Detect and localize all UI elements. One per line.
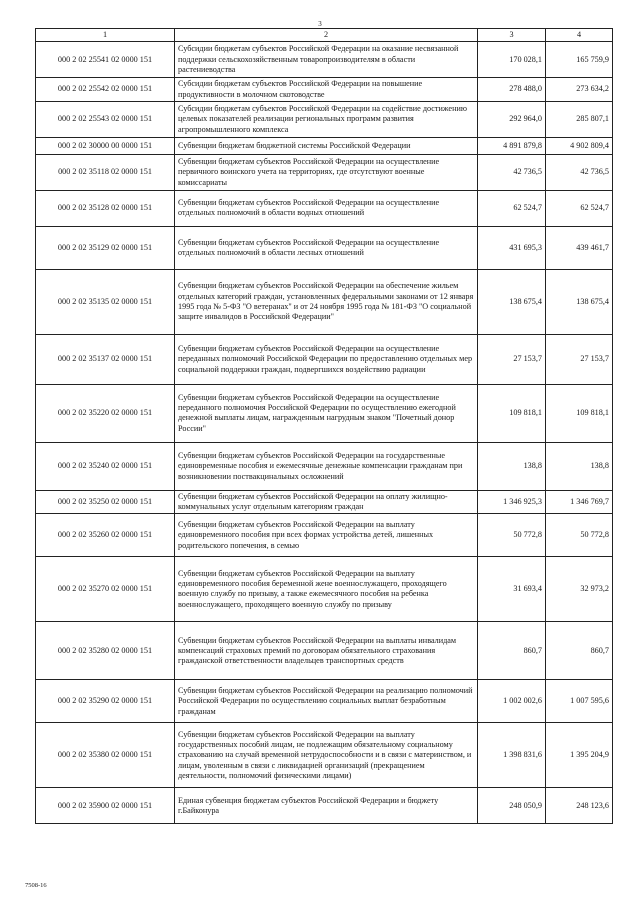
table-row bbox=[36, 788, 613, 824]
header-col-4: 4 bbox=[546, 29, 613, 42]
budget-code: 000 2 02 35260 02 0000 151 bbox=[36, 514, 175, 557]
value-col-3: 31 693,4 bbox=[478, 557, 546, 622]
budget-code: 000 2 02 35118 02 0000 151 bbox=[36, 154, 175, 190]
budget-code: 000 2 02 35290 02 0000 151 bbox=[36, 680, 175, 723]
table-row bbox=[36, 226, 613, 269]
value-col-3: 27 153,7 bbox=[478, 334, 546, 384]
value-col-3: 278 488,0 bbox=[478, 78, 546, 102]
value-col-4: 248 123,6 bbox=[546, 788, 613, 824]
table-row bbox=[36, 137, 613, 154]
value-col-4: 860,7 bbox=[546, 622, 613, 680]
value-col-4: 165 759,9 bbox=[546, 42, 613, 78]
row-description: Субвенции бюджетам субъектов Российской Федерации на осуществление отдельных полномочий в области лесных отношений bbox=[175, 226, 478, 269]
table-row bbox=[36, 269, 613, 334]
row-description: Субвенции бюджетам субъектов Российской Федерации на выплату единовременного пособия беременной жене военнослужащего, проходящего военную службу по призыву, а также ежемесячного пособия на ребенка военнослужащего, проходящего военную службу по призыву bbox=[175, 557, 478, 622]
value-col-4: 50 772,8 bbox=[546, 514, 613, 557]
table-row bbox=[36, 723, 613, 788]
value-col-4: 109 818,1 bbox=[546, 384, 613, 442]
table-row bbox=[36, 78, 613, 102]
table-row bbox=[36, 514, 613, 557]
header-col-3: 3 bbox=[478, 29, 546, 42]
value-col-4: 138 675,4 bbox=[546, 269, 613, 334]
budget-code: 000 2 02 35900 02 0000 151 bbox=[36, 788, 175, 824]
budget-code: 000 2 02 35250 02 0000 151 bbox=[36, 490, 175, 514]
row-description: Субвенции бюджетам субъектов Российской Федерации на выплату единовременного пособия при всех формах устройства детей, лишенных родительского попечения, в семью bbox=[175, 514, 478, 557]
row-description: Субвенции бюджетам субъектов Российской Федерации на осуществление отдельных полномочий в области водных отношений bbox=[175, 190, 478, 226]
table-row bbox=[36, 190, 613, 226]
value-col-3: 1 002 002,6 bbox=[478, 680, 546, 723]
value-col-4: 62 524,7 bbox=[546, 190, 613, 226]
table-row bbox=[36, 384, 613, 442]
budget-code: 000 2 02 35240 02 0000 151 bbox=[36, 442, 175, 490]
value-col-3: 138 675,4 bbox=[478, 269, 546, 334]
value-col-3: 248 050,9 bbox=[478, 788, 546, 824]
header-col-1: 1 bbox=[36, 29, 175, 42]
footer-mark: 7508-16 bbox=[25, 882, 47, 889]
budget-table bbox=[35, 28, 613, 824]
row-description: Субвенции бюджетам субъектов Российской Федерации на выплату государственных пособий лицам, не подлежащим обязательному социальному страхованию на случай временной нетрудоспособности и в связи с материнством, и лицам, уволенным в связи с ликвидацией организаций (прекращением деятельности, полномочий физическими лицами) bbox=[175, 723, 478, 788]
row-description: Единая субвенция бюджетам субъектов Российской Федерации и бюджету г.Байконура bbox=[175, 788, 478, 824]
value-col-4: 32 973,2 bbox=[546, 557, 613, 622]
budget-code: 000 2 02 35280 02 0000 151 bbox=[36, 622, 175, 680]
value-col-4: 273 634,2 bbox=[546, 78, 613, 102]
row-description: Субвенции бюджетам субъектов Российской Федерации на реализацию полномочий Российской Федерации по осуществлению социальных выплат безработным гражданам bbox=[175, 680, 478, 723]
header-col-2: 2 bbox=[175, 29, 478, 42]
value-col-3: 50 772,8 bbox=[478, 514, 546, 557]
table-row bbox=[36, 680, 613, 723]
value-col-3: 62 524,7 bbox=[478, 190, 546, 226]
budget-code: 000 2 02 25541 02 0000 151 bbox=[36, 42, 175, 78]
budget-code: 000 2 02 25543 02 0000 151 bbox=[36, 101, 175, 137]
budget-code: 000 2 02 35135 02 0000 151 bbox=[36, 269, 175, 334]
table-row bbox=[36, 154, 613, 190]
row-description: Субвенции бюджетам субъектов Российской Федерации на осуществление переданных полномочий Российской Федерации по предоставлению отдельных мер социальной поддержки граждан, подвергшихся воздействию радиации bbox=[175, 334, 478, 384]
value-col-3: 292 964,0 bbox=[478, 101, 546, 137]
value-col-3: 170 028,1 bbox=[478, 42, 546, 78]
value-col-4: 285 807,1 bbox=[546, 101, 613, 137]
table-row bbox=[36, 42, 613, 78]
value-col-4: 1 007 595,6 bbox=[546, 680, 613, 723]
value-col-3: 860,7 bbox=[478, 622, 546, 680]
row-description: Субсидии бюджетам субъектов Российской Федерации на повышение продуктивности в молочном скотоводстве bbox=[175, 78, 478, 102]
table-row bbox=[36, 490, 613, 514]
page-number: 3 bbox=[318, 20, 322, 28]
value-col-3: 431 695,3 bbox=[478, 226, 546, 269]
row-description: Субсидии бюджетам субъектов Российской Федерации на содействие достижению целевых показателей реализации региональных программ развития агропромышленного комплекса bbox=[175, 101, 478, 137]
value-col-4: 1 395 204,9 bbox=[546, 723, 613, 788]
value-col-4: 138,8 bbox=[546, 442, 613, 490]
budget-code: 000 2 02 25542 02 0000 151 bbox=[36, 78, 175, 102]
value-col-4: 439 461,7 bbox=[546, 226, 613, 269]
budget-code: 000 2 02 35380 02 0000 151 bbox=[36, 723, 175, 788]
value-col-4: 4 902 809,4 bbox=[546, 137, 613, 154]
value-col-4: 27 153,7 bbox=[546, 334, 613, 384]
budget-code: 000 2 02 35129 02 0000 151 bbox=[36, 226, 175, 269]
value-col-4: 42 736,5 bbox=[546, 154, 613, 190]
value-col-3: 109 818,1 bbox=[478, 384, 546, 442]
row-description: Субвенции бюджетам субъектов Российской Федерации на выплаты инвалидам компенсаций страховых премий по договорам обязательного страхования гражданской ответственности владельцев транспортных средств bbox=[175, 622, 478, 680]
budget-code: 000 2 02 35128 02 0000 151 bbox=[36, 190, 175, 226]
row-description: Субвенции бюджетам субъектов Российской Федерации на обеспечение жильем отдельных категорий граждан, установленных федеральными законами от 12 января 1995 года № 5-ФЗ "О ветеранах" и от 24 ноября 1995 года № 181-ФЗ "О социальной защите инвалидов в Российской Федерации" bbox=[175, 269, 478, 334]
value-col-4: 1 346 769,7 bbox=[546, 490, 613, 514]
value-col-3: 1 346 925,3 bbox=[478, 490, 546, 514]
row-description: Субвенции бюджетам субъектов Российской Федерации на осуществление переданного полномочия Российской Федерации по осуществлению ежегодной денежной выплаты лицам, награжденным нагрудным знаком "Почетный донор России" bbox=[175, 384, 478, 442]
table-header-row bbox=[36, 29, 613, 42]
row-description: Субвенции бюджетам бюджетной системы Российской Федерации bbox=[175, 137, 478, 154]
table-row bbox=[36, 622, 613, 680]
value-col-3: 4 891 879,8 bbox=[478, 137, 546, 154]
value-col-3: 1 398 831,6 bbox=[478, 723, 546, 788]
budget-code: 000 2 02 35220 02 0000 151 bbox=[36, 384, 175, 442]
value-col-3: 138,8 bbox=[478, 442, 546, 490]
value-col-3: 42 736,5 bbox=[478, 154, 546, 190]
row-description: Субвенции бюджетам субъектов Российской Федерации на оплату жилищно-коммунальных услуг отдельным категориям граждан bbox=[175, 490, 478, 514]
row-description: Субвенции бюджетам субъектов Российской Федерации на государственные единовременные пособия и ежемесячные денежные компенсации гражданам при возникновении поствакцинальных осложнений bbox=[175, 442, 478, 490]
budget-code: 000 2 02 30000 00 0000 151 bbox=[36, 137, 175, 154]
budget-code: 000 2 02 35137 02 0000 151 bbox=[36, 334, 175, 384]
row-description: Субсидии бюджетам субъектов Российской Федерации на оказание несвязанной поддержки сельскохозяйственным товаропроизводителям в области растениеводства bbox=[175, 42, 478, 78]
table-row bbox=[36, 442, 613, 490]
budget-code: 000 2 02 35270 02 0000 151 bbox=[36, 557, 175, 622]
table-row bbox=[36, 557, 613, 622]
table-row bbox=[36, 334, 613, 384]
row-description: Субвенции бюджетам субъектов Российской Федерации на осуществление первичного воинского учета на территориях, где отсутствуют военные комиссариаты bbox=[175, 154, 478, 190]
table-row bbox=[36, 101, 613, 137]
